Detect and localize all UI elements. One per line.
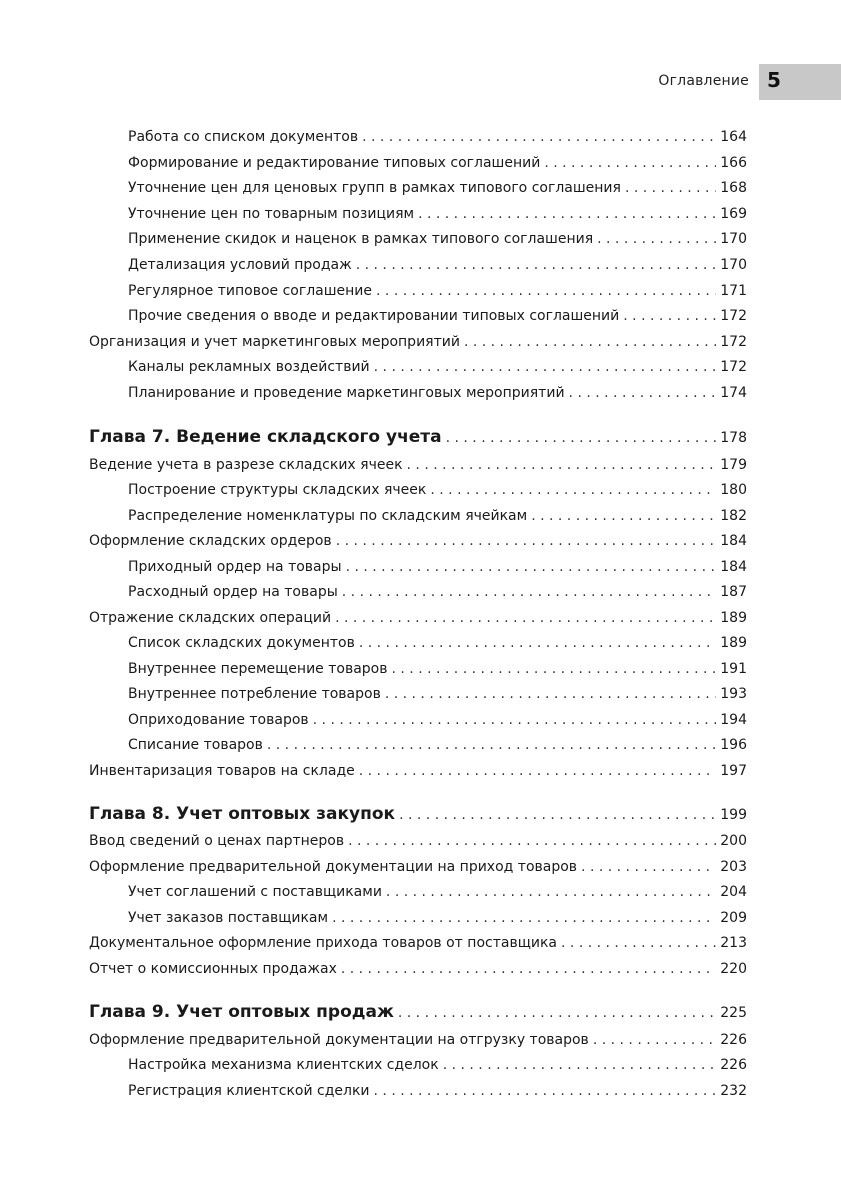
toc-entry-title: Оформление предварительной документации на приход товаров: [89, 859, 578, 875]
toc-entry-page: 191: [720, 661, 747, 677]
toc-leader-dots: [581, 858, 716, 876]
toc-entry-title: Регулярное типовое соглашение: [128, 283, 373, 299]
toc-entry[interactable]: [128, 685, 747, 703]
toc-entry-title: Настройка механизма клиентских сделок: [128, 1057, 439, 1073]
toc-entry-page: 172: [720, 334, 747, 350]
toc-entry-page: 213: [720, 935, 747, 951]
toc-entry-title: Оформление складских ордеров: [89, 533, 332, 549]
toc-leader-dots: [561, 934, 716, 952]
toc-entry-title: Уточнение цен для ценовых групп в рамках типового соглашения: [128, 180, 621, 196]
toc-leader-dots: [544, 154, 716, 172]
toc-entry-title: Оформление предварительной документации на отгрузку товаров: [89, 1032, 589, 1048]
toc-entry-title: Приходный ордер на товары: [128, 559, 342, 575]
toc-entry-page: 179: [720, 457, 747, 473]
toc-entry-page: 170: [720, 257, 747, 273]
toc-leader-dots: [374, 1082, 717, 1100]
toc-entry-title: Списание товаров: [128, 737, 263, 753]
toc-entry-page: 178: [720, 430, 747, 446]
toc-entry[interactable]: [128, 1082, 747, 1100]
toc-entry-title: Формирование и редактирование типовых соглашений: [128, 155, 541, 171]
toc-leader-dots: [430, 481, 716, 499]
toc-entry-title: Организация и учет маркетинговых мероприятий: [89, 334, 460, 350]
toc-leader-dots: [399, 805, 716, 825]
toc-entry-page: 197: [720, 763, 747, 779]
toc-entry-page: 169: [720, 206, 747, 222]
toc-entry[interactable]: [128, 736, 747, 754]
toc-entry[interactable]: [128, 909, 747, 927]
toc-leader-dots: [342, 583, 717, 601]
toc-entry-page: 225: [720, 1005, 747, 1021]
toc-leader-dots: [336, 532, 717, 550]
toc-entry-page: 220: [720, 961, 747, 977]
toc-entry[interactable]: [89, 960, 747, 978]
toc-leader-dots: [362, 128, 716, 146]
toc-chapter-title: Глава 9. Учет оптовых продаж: [89, 1002, 394, 1022]
toc-entry-title: Ведение учета в разрезе складских ячеек: [89, 457, 403, 473]
toc-leader-dots: [418, 205, 716, 223]
toc-leader-dots: [346, 558, 717, 576]
toc-leader-dots: [376, 282, 716, 300]
toc-entry-page: 204: [720, 884, 747, 900]
toc-entry[interactable]: [89, 858, 747, 876]
toc-entry[interactable]: [128, 883, 747, 901]
toc-leader-dots: [356, 256, 717, 274]
toc-entry[interactable]: [128, 128, 747, 146]
toc-entry-page: 166: [720, 155, 747, 171]
toc-entry-page: 226: [720, 1057, 747, 1073]
toc-entry-title: Планирование и проведение маркетинговых мероприятий: [128, 385, 565, 401]
toc-entry-page: 184: [720, 559, 747, 575]
toc-leader-dots: [374, 358, 717, 376]
toc-leader-dots: [446, 428, 717, 448]
toc-entry-page: 203: [720, 859, 747, 875]
toc-entry[interactable]: [89, 762, 747, 780]
toc-leader-dots: [313, 711, 717, 729]
page-number: 5: [767, 68, 781, 92]
toc-leader-dots: [531, 507, 716, 525]
toc-entry[interactable]: [128, 660, 747, 678]
toc-entry[interactable]: [89, 456, 747, 474]
toc-leader-dots: [407, 456, 717, 474]
toc-entry-page: 226: [720, 1032, 747, 1048]
toc-entry-title: Распределение номенклатуры по складским ячейкам: [128, 508, 528, 524]
toc-entry-page: 200: [720, 833, 747, 849]
toc-entry-page: 187: [720, 584, 747, 600]
toc-entry[interactable]: [128, 307, 747, 325]
toc-entry[interactable]: [128, 230, 747, 248]
toc-leader-dots: [385, 685, 716, 703]
running-header-title: Оглавление: [658, 73, 749, 89]
toc-entry-page: 172: [720, 308, 747, 324]
toc-leader-dots: [443, 1056, 717, 1074]
toc-entry-title: Построение структуры складских ячеек: [128, 482, 427, 498]
toc-entry[interactable]: [128, 507, 747, 525]
page-number-box: [759, 64, 841, 100]
toc-leader-dots: [623, 307, 716, 325]
toc-entry[interactable]: [89, 532, 747, 550]
toc-entry-title: Прочие сведения о вводе и редактировании типовых соглашений: [128, 308, 620, 324]
toc-entry-title: Работа со списком документов: [128, 129, 359, 145]
toc-entry-title: Отражение складских операций: [89, 610, 332, 626]
toc-entry-title: Внутреннее перемещение товаров: [128, 661, 388, 677]
toc-leader-dots: [359, 634, 716, 652]
toc-entry[interactable]: [89, 832, 747, 850]
toc-entry-title: Инвентаризация товаров на складе: [89, 763, 355, 779]
toc-chapter-title: Глава 8. Учет оптовых закупок: [89, 804, 396, 824]
toc-entry-page: 180: [720, 482, 747, 498]
toc-entry-title: Оприходование товаров: [128, 712, 309, 728]
toc-leader-dots: [386, 883, 716, 901]
toc-entry[interactable]: [128, 358, 747, 376]
toc-leader-dots: [359, 762, 717, 780]
toc-entry-page: 170: [720, 231, 747, 247]
toc-entry[interactable]: [89, 609, 747, 627]
toc-entry[interactable]: [128, 634, 747, 652]
toc-leader-dots: [625, 179, 716, 197]
toc-entry-page: 232: [720, 1083, 747, 1099]
toc-entry-title: Уточнение цен по товарным позициям: [128, 206, 415, 222]
toc-entry-page: 199: [720, 807, 747, 823]
toc-leader-dots: [569, 384, 717, 402]
toc-leader-dots: [464, 333, 716, 351]
toc-entry-title: Детализация условий продаж: [128, 257, 352, 273]
toc-entry-page: 164: [720, 129, 747, 145]
toc-entry-page: 168: [720, 180, 747, 196]
toc-leader-dots: [267, 736, 716, 754]
toc-leader-dots: [348, 832, 716, 850]
toc-leader-dots: [597, 230, 716, 248]
toc-entry[interactable]: [128, 583, 747, 601]
toc-entry-page: 174: [720, 385, 747, 401]
toc-entry-page: 196: [720, 737, 747, 753]
toc-entry[interactable]: [128, 481, 747, 499]
toc-entry[interactable]: [89, 333, 747, 351]
toc-chapter-entry[interactable]: [89, 804, 747, 825]
toc-leader-dots: [392, 660, 717, 678]
toc-entry[interactable]: [128, 558, 747, 576]
toc-chapter-entry[interactable]: [89, 1002, 747, 1023]
toc-entry-page: 209: [720, 910, 747, 926]
toc-entry-page: 182: [720, 508, 747, 524]
toc-entry[interactable]: [89, 934, 747, 952]
toc-entry[interactable]: [128, 282, 747, 300]
toc-entry[interactable]: [128, 154, 747, 172]
toc-entry[interactable]: [128, 711, 747, 729]
toc-entry-page: 184: [720, 533, 747, 549]
toc-entry-title: Ввод сведений о ценах партнеров: [89, 833, 345, 849]
toc-leader-dots: [335, 609, 716, 627]
toc-entry-title: Отчет о комиссионных продажах: [89, 961, 337, 977]
toc-leader-dots: [341, 960, 716, 978]
toc-entry-title: Применение скидок и наценок в рамках типового соглашения: [128, 231, 594, 247]
toc-entry-title: Учет заказов поставщикам: [128, 910, 329, 926]
toc-entry[interactable]: [128, 205, 747, 223]
toc-leader-dots: [332, 909, 716, 927]
toc-entry-title: Учет соглашений с поставщиками: [128, 884, 382, 900]
toc-entry-page: 189: [720, 610, 747, 626]
toc-chapter-entry[interactable]: [89, 427, 747, 448]
toc-entry[interactable]: [128, 179, 747, 197]
toc-entry-title: Внутреннее потребление товаров: [128, 686, 381, 702]
toc-entry-page: 189: [720, 635, 747, 651]
toc-entry[interactable]: [89, 1031, 747, 1049]
toc-entry-page: 193: [720, 686, 747, 702]
toc-leader-dots: [593, 1031, 716, 1049]
toc-entry[interactable]: [128, 1056, 747, 1074]
toc-entry-title: Список складских документов: [128, 635, 355, 651]
running-header: [0, 64, 841, 100]
toc-entry-title: Документальное оформление прихода товаров от поставщика: [89, 935, 558, 951]
toc-entry-title: Каналы рекламных воздействий: [128, 359, 370, 375]
toc-entry[interactable]: [128, 384, 747, 402]
toc-entry-page: 171: [720, 283, 747, 299]
toc-leader-dots: [398, 1003, 716, 1023]
toc-entry[interactable]: [128, 256, 747, 274]
toc-entry-page: 172: [720, 359, 747, 375]
toc-entry-page: 194: [720, 712, 747, 728]
toc-entry-title: Расходный ордер на товары: [128, 584, 338, 600]
toc-entry-title: Регистрация клиентской сделки: [128, 1083, 370, 1099]
toc-chapter-title: Глава 7. Ведение складского учета: [89, 427, 442, 447]
